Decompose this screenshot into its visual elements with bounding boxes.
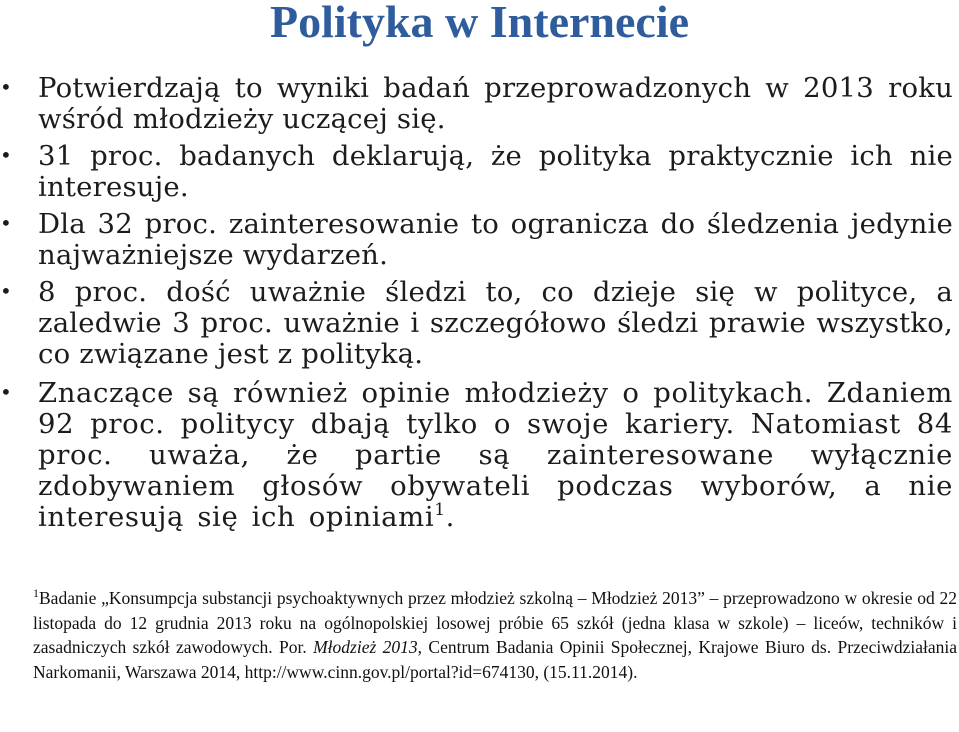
bullet-item [0,209,959,271]
bullet-item: • Znaczące są również opinie młodzieży o politykach. Zdaniem 92 proc. politycy dbają tylko o swoje kariery. Natomiast 84 proc. uważa, że partie są zainteresowane wyłącznie zdobywaniem głosów obywateli podczas wyborów, a nie interesują się ich opiniami$^1$. [0,377,953,533]
bullet-text: Potwierdzają to wyniki badań przeprowadzonych w 2013 roku wśród młodzieży uczącej się. [38,72,953,135]
bullet-marker-icon: • [0,279,12,303]
bullet-item [0,277,959,370]
bullet-text: 31 proc. badanych deklarują, że polityka praktycznie ich nie interesuje. [38,140,953,203]
bullet-marker-icon: • [0,211,12,235]
footnote-text: Badanie „Konsumpcja substancji psychoaktywnych przez młodzież szkolną – Młodzież 2013” – przeprowadzono w okresie od 22 listopada do 12 grudnia 2013 roku na ogólnopolskiej losowej próbie 65 szkół (jedna klasa w szkole) – liceów, techników i zasadniczych szkół zawodowych. Por. [33,588,957,658]
bullet-text: Dla 32 proc. zainteresowanie to ogranicza do śledzenia jedynie najważniejsze wydarzeń. [38,208,953,271]
page-title: Polityka w Internecie [269,0,690,47]
bullet-text: Znaczące są również opinie młodzieży o politykach. Zdaniem 92 proc. politycy dbają tylko o swoje kariery. Natomiast 84 proc. uważa, że partie są zainteresowane wyłącznie zdobywaniem głosów obywateli podczas wyborów, a nie interesują się ich opiniami [38,377,953,533]
bullet-list [0,73,959,539]
footnote-marker: 1 [33,586,39,600]
bullet-marker-icon: • [0,143,12,167]
footnote [33,586,957,684]
bullet-text: 8 proc. dość uważnie śledzi to, co dzieje się w polityce, a zaledwie 3 proc. uważnie i szczegółowo śledzi prawie wszystko, co związane jest z polityką. [38,276,953,370]
bullet-marker-icon: • [0,75,12,99]
footnote-italic-title: Młodzież 2013 [313,637,418,658]
footnote-text-end: , Centrum Badania Opinii Społecznej, Krajowe Biuro ds. Przeciwdziałania Narkomanii, Warszawa 2014, http://www.cinn.gov.pl/portal?id=674130, (15.11.2014). [33,637,957,682]
bullet-item [0,73,959,135]
bullet-marker-icon: • [0,380,13,404]
footnote-reference: 1 [434,500,446,520]
bullet-item [0,141,959,203]
